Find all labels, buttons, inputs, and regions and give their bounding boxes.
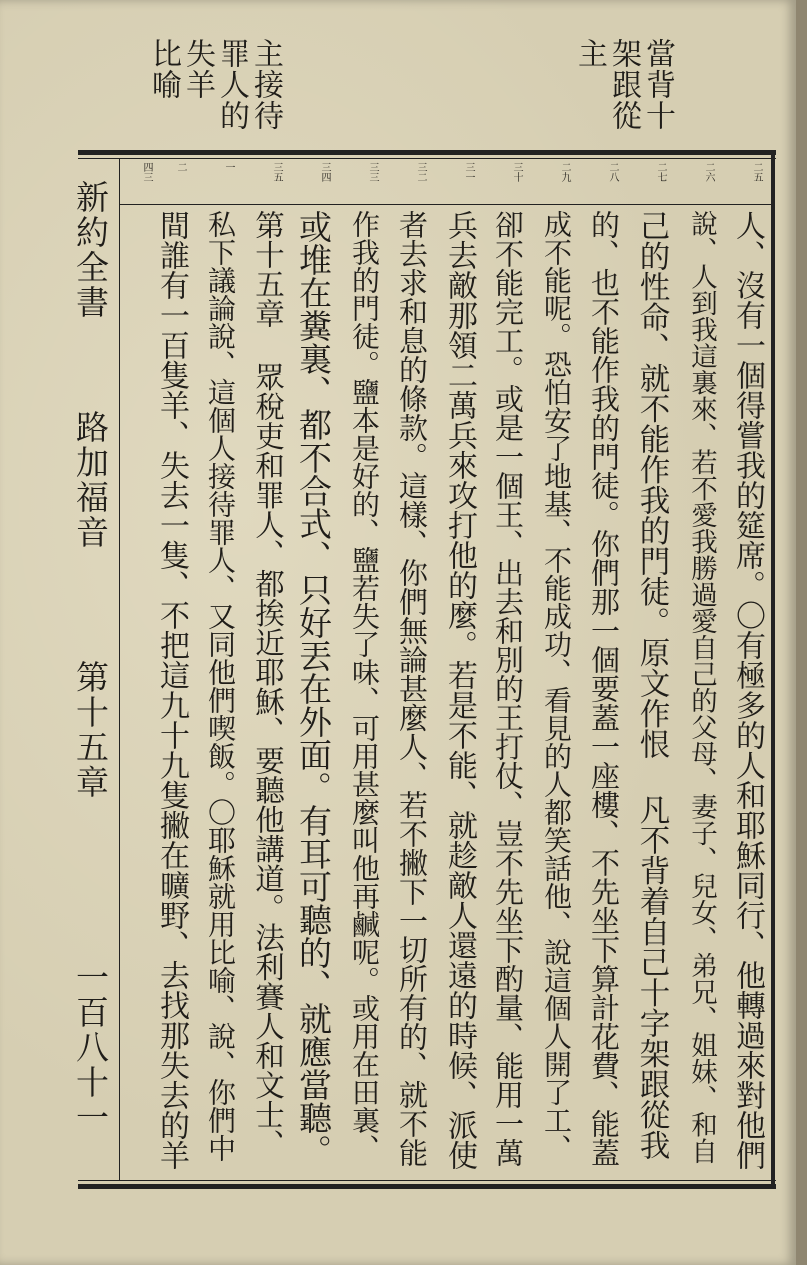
verse-number: 三二 (415, 162, 426, 182)
text-column: 者去求和息的條款。這樣、你們無論甚麼人、若不撇下一切所有的、就不能 (395, 210, 429, 1167)
text-column: 私下議論說、這個人接待罪人、又同他們喫飯。〇耶穌就用比喻、說、你們中 (204, 210, 237, 1162)
heading-left (140, 38, 283, 148)
text-column: 作我的門徒。鹽本是好的、鹽若失了味、可用甚麼叫他再鹹呢。或用在田裏、 (348, 210, 381, 1162)
text-column: 成不能呢。恐怕安了地基、不能成功、看見的人都笑話他、說這個人開了工、 (540, 210, 573, 1162)
text-column: 間誰有一百隻羊、失去一隻、不把這九十九隻撇在曠野、去找那失去的羊 (154, 210, 189, 1170)
text-column: 或堆在糞裏、都不合式、只好丟在外面。有耳可聽的、就應當聽。 (294, 210, 333, 1167)
running-header (62, 180, 122, 1140)
header-bottom-rule (120, 204, 772, 205)
chapter-label: 第十五章 (71, 660, 110, 800)
book-title: 新約全書 (71, 180, 110, 320)
verse-number: 二八 (607, 162, 618, 182)
bottom-rule-thick (78, 1184, 776, 1189)
verse-number: 二九 (559, 162, 570, 182)
verse-number: 二七 (655, 162, 666, 182)
chapter-heading-column: 第十五章 眾稅吏和罪人、都挨近耶穌、要聽他講道。法利賽人和文士、 (251, 210, 285, 1159)
text-column: 己的性命、就不能作我的門徒。原文作恨 凡不背着自己十字架跟從我 (634, 210, 669, 1160)
heading-left-col: 比喻 (146, 38, 181, 100)
heading-right-col: 當背十 (640, 38, 675, 131)
heading-left-col: 主接待 (248, 38, 283, 131)
verse-number: 二六 (703, 162, 714, 182)
heading-right-col: 架跟從 (606, 38, 641, 131)
top-rule-thin (78, 158, 776, 159)
heading-right (568, 38, 675, 148)
verse-number: 三四 (319, 162, 330, 182)
verse-number: 三一 (463, 162, 474, 182)
verse-number: 三三 (367, 162, 378, 182)
text-column: 的、也不能作我的門徒。你們那一個要蓋一座樓、不先坐下算計花費、能蓋 (587, 210, 621, 1167)
verse-number: 三十 (511, 162, 522, 182)
text-column: 人、沒有一個得嘗我的筵席。〇有極多的人和耶穌同行、他轉過來對他們 (730, 210, 765, 1170)
verse-number-row (120, 160, 770, 200)
verse-number: 四三 (141, 162, 152, 182)
heading-left-col: 罪人的 (214, 38, 249, 131)
verse-number: 二 (175, 162, 186, 172)
body-text (124, 210, 774, 1170)
bottom-rule-thin (78, 1180, 776, 1181)
page-edge (796, 0, 807, 1265)
verse-number: 三五 (271, 162, 282, 182)
bleed-through-text (430, 38, 456, 64)
top-rule-thick (78, 150, 776, 155)
text-column: 卻不能完工。或是一個王、出去和別的王打仗、豈不先坐下酌量、能用一萬 (491, 210, 525, 1167)
gospel-title: 路加福音 (71, 410, 110, 550)
heading-right-col: 主 (572, 38, 607, 69)
verse-number: 二五 (751, 162, 762, 182)
text-column: 兵去敵那領二萬兵來攻打他的麼。若是不能、就趁敵人還遠的時候、派使 (442, 210, 477, 1170)
page-number: 一百八十一 (71, 960, 110, 1135)
heading-left-col: 失羊 (180, 38, 215, 100)
verse-number: 一 (223, 162, 234, 172)
text-column: 說、人到我這裏來、若不愛我勝過愛自己的父母、妻子、兒女、弟兄、姐妹、和自 (686, 210, 717, 1164)
